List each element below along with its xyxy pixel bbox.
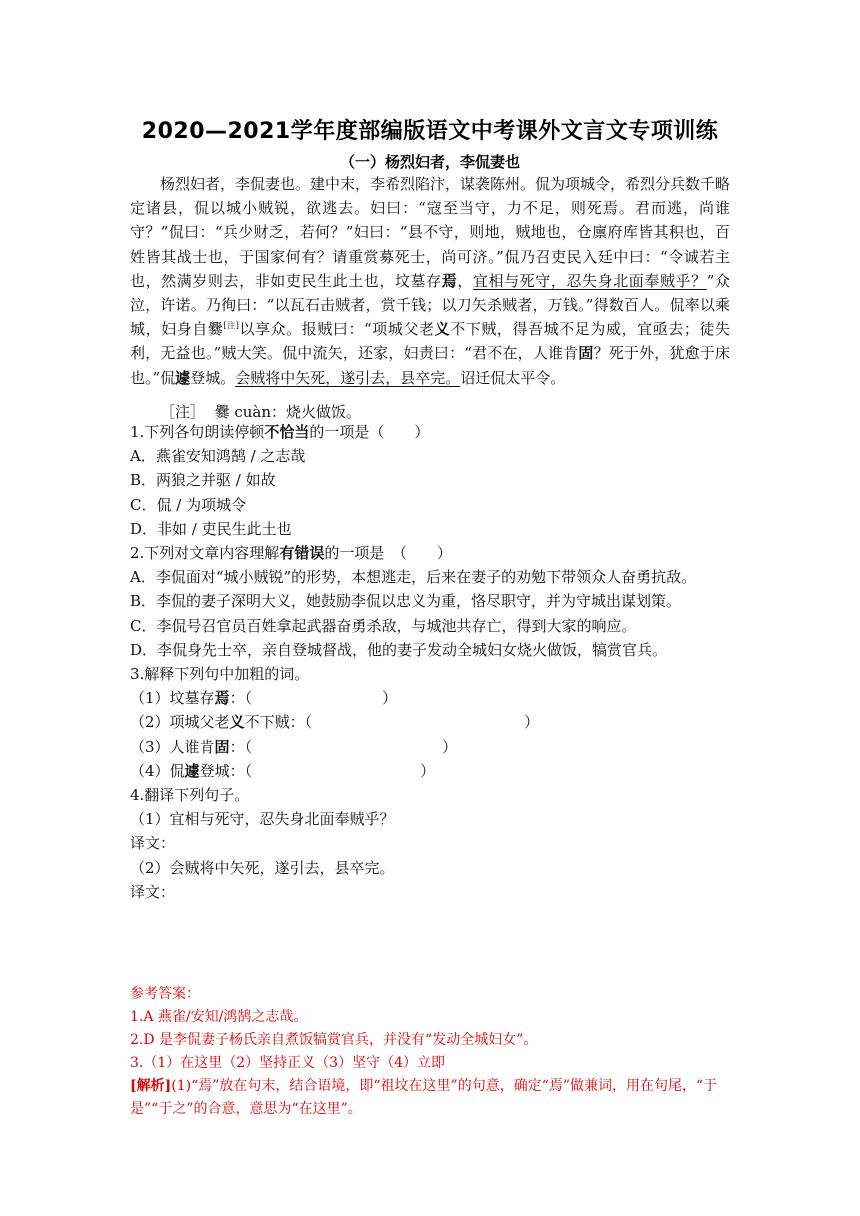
bold-word-ju: 遽 (175, 368, 191, 387)
answer-1: 1.A 燕雀/安知/鸿鹄之志哉。 (130, 1009, 308, 1025)
question-2-option-c: C．李侃号召官员百姓拿起武器奋勇杀敌，与城池共存亡，得到大家的响应。 (130, 616, 637, 635)
bold-word-yan: 焉 (441, 271, 458, 290)
answer-heading: 参考答案： (130, 986, 200, 1002)
question-3-item-3: （3）人谁肯固：（ ） (130, 737, 458, 756)
question-2-stem: 2.下列对文章内容理解有错误的一项是 （ ） (130, 544, 452, 563)
question-3-item-2: （2）项城父老义不下贼：（ ） (130, 713, 540, 732)
question-1-option-d: D．非如 / 吏民生此土也 (130, 519, 292, 538)
question-3-item-1: （1）坟墓存焉：（ ） (130, 689, 398, 708)
analysis-tag: [解析] (130, 1078, 172, 1094)
question-3-item-4: （4）侃遽登城：（ ） (130, 761, 436, 780)
question-1-option-b: B．两狼之并驱 / 如故 (130, 471, 276, 490)
answer-analysis (130, 1075, 735, 1121)
analysis-text: (1)“焉”放在句末，结合语境，即“祖坟在这里”的句意，确定“焉”做兼词，用在句尾，“于是”“于之”的合意，意思为“在这里”。 (130, 1078, 718, 1117)
answer-2: 2.D 是李侃妻子杨氏亲自煮饭犒赏官兵，并没有“发动全城妇女”。 (130, 1032, 538, 1048)
underlined-sentence-2: 会贼将中矢死，遂引去，县卒完。 (235, 368, 461, 387)
question-2-option-b: B．李侃的妻子深明大义，她鼓励李侃以忠义为重，恪尽职守，并为守城出谋划策。 (130, 592, 682, 611)
questions-section (130, 420, 730, 904)
document-title: 2020—2021学年度部编版语文中考课外文言文专项训练 (141, 119, 719, 144)
passage-segment: ？死于外，犹愈于床也。”侃 (130, 344, 730, 387)
question-4-translation-label-1: 译文： (130, 834, 176, 853)
passage-subtitle: （一）杨烈妇者，李侃妻也 (339, 153, 520, 171)
question-4-translation-label-2: 译文： (130, 882, 176, 901)
question-3-stem: 3.解释下列句中加粗的词。 (130, 665, 310, 684)
underlined-sentence-1: 宜相与死守，忍失身北面奉贼乎？ (472, 271, 707, 290)
question-1-option-a: A．燕雀安知鸿鹄 / 之志哉 (130, 447, 306, 466)
passage-text (130, 172, 730, 390)
question-4-item-1: （1）宜相与死守，忍失身北面奉贼乎？ (130, 810, 395, 829)
question-2-option-a: A．李侃面对“城小贼锐”的形势，本想逃走，后来在妻子的劝勉下带领众人奋勇抗敌。 (130, 568, 697, 587)
footnote-label: ［注］ (160, 403, 206, 421)
bold-word-yi: 义 (434, 320, 451, 339)
answer-section (130, 983, 735, 1121)
question-4-stem: 4.翻译下列句子。 (130, 786, 250, 805)
passage-segment: ”众泣，许诺。乃徇曰：“以瓦石击贼者，赏千钱；以刀矢杀贼者，万钱。”得数百人。侃率以乘城，妇身自爨 (130, 271, 730, 339)
passage-segment: 杨烈妇者，李侃妻也。建中末，李希烈陷汴，谋袭陈州。侃为项城令，希烈分兵数千略定诸县，侃以城小贼锐，欲逃去。妇曰：“寇至当守，力不足，则死焉。君而逃，尚谁守？”侃曰：“兵少财乏，若何？”妇曰：“县不守，则地，贼地也，仓廪府库皆其积也，百姓皆其战士也，于国家何有？请重赏募死士，尚可济。”侃乃召吏民入廷中曰：“令诚若主也，然满岁则去，非如吏民生此土也，坟墓存 (130, 175, 731, 290)
bold-word-gu: 固 (578, 344, 594, 363)
footnote-marker: [注] (223, 321, 239, 331)
question-1-option-c: C．侃 / 为项城令 (130, 495, 247, 514)
passage-segment: 登城。 (190, 368, 236, 387)
question-2-option-d: D．李侃身先士卒，亲自登城督战，他的妻子发动全城妇女烧火做饭，犒赏官兵。 (130, 640, 668, 659)
question-4-item-2: （2）会贼将中矢死，遂引去，县卒完。 (130, 858, 395, 877)
question-1-stem: 1.下列各句朗读停顿不恰当的一项是（ ） (130, 423, 430, 441)
passage-segment: ， (457, 271, 473, 290)
footnote-text: 爨 cuàn：烧火做饭。 (214, 403, 361, 421)
passage-segment: 诏迁侃太平令。 (460, 368, 566, 387)
passage-segment: 以享众。报贼曰：“项城父老 (238, 320, 435, 339)
answer-3: 3.（1）在这里（2）坚持正义（3）坚守（4）立即 (130, 1055, 445, 1071)
passage-segment: 不下贼，得吾城不足为威，宜亟去；徒失利，无益也。”贼大笑。侃中流矢，还家，妇责曰：“君不在，人谁肯 (130, 320, 730, 363)
